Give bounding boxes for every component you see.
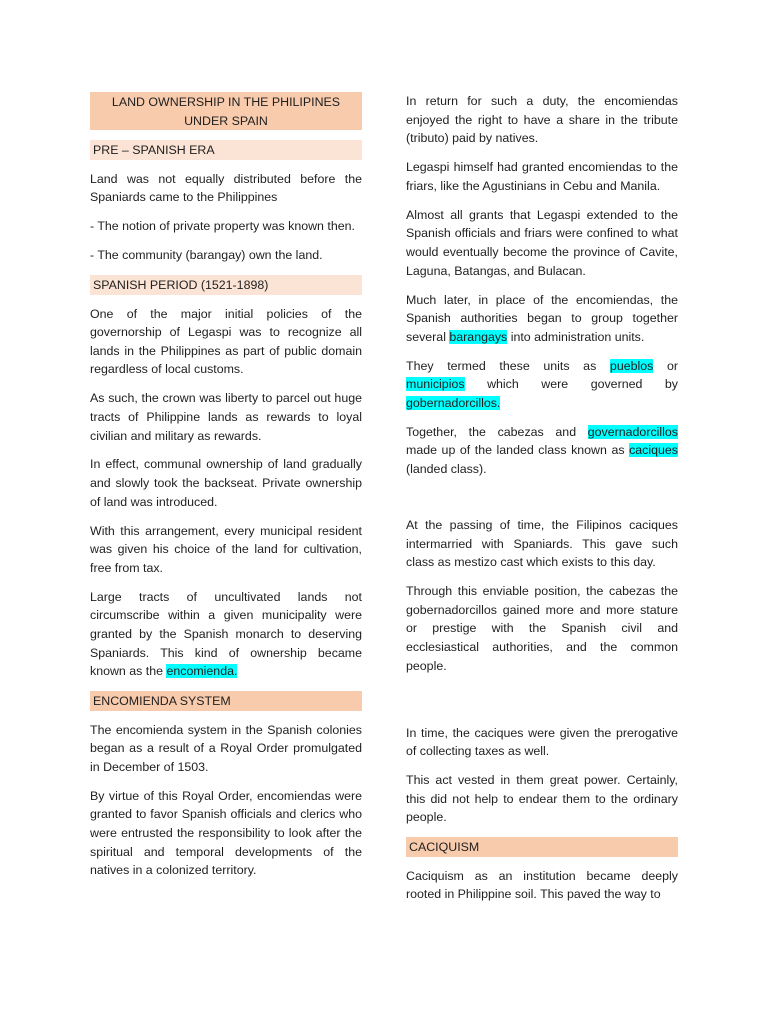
paragraph-text: They termed these units as (406, 358, 610, 373)
highlighted-term: municipios (406, 377, 465, 392)
paragraph: In time, the caciques were given the prerogative of collecting taxes as well. (406, 725, 678, 759)
paragraph (406, 357, 678, 413)
paragraph: - The notion of private property was known then. (90, 219, 355, 234)
highlighted-term: governadorcillos (587, 424, 678, 439)
paragraph (406, 423, 678, 479)
paragraph-text: Large tracts of uncultivated lands not circumscribe within a given municipality were granted by the Spanish monarch to deserving Spaniards. This kind of ownership became known as the (90, 589, 362, 679)
paragraph: With this arrangement, every municipal resident was given his choice of the land for cultivation, free from tax. (90, 523, 362, 575)
paragraph: In effect, communal ownership of land gradually and slowly took the backseat. Private ownership of land was introduced. (90, 457, 362, 509)
paragraph: The encomienda system in the Spanish colonies began as a result of a Royal Order promulgated in December of 1503. (90, 722, 362, 774)
paragraph-text: Together, the cabezas and (406, 424, 588, 439)
left-column (90, 92, 362, 890)
highlighted-term: pueblos (609, 358, 654, 373)
highlighted-term: barangays (449, 329, 508, 344)
paragraph: As such, the crown was liberty to parcel out huge tracts of Philippine lands as rewards to loyal civilian and military as rewards. (90, 391, 362, 443)
paragraph-text: made up of the landed class known as (406, 443, 630, 458)
paragraph-text: (landed class). (406, 462, 487, 477)
heading-caciquism: CACIQUISM (406, 837, 678, 857)
paragraph: In return for such a duty, the encomiendas enjoyed the right to have a share in the tribute (tributo) paid by natives. (406, 94, 678, 146)
paragraph-text: which were governed by (464, 377, 678, 392)
paragraph: This act vested in them great power. Certainly, this did not help to endear them to the ordinary people. (406, 773, 678, 825)
paragraph: Through this enviable position, the cabezas the gobernadorcillos gained more and more stature or prestige with the Spanish civil and ecclesiastical authorities, and the common people. (406, 584, 678, 673)
document-title: LAND OWNERSHIP IN THE PHILIPINES UNDER SPAIN (90, 92, 362, 130)
highlighted-term: gobernadorcillos. (406, 395, 501, 410)
paragraph: Legaspi himself had granted encomiendas to the friars, like the Agustinians in Cebu and Manila. (406, 160, 678, 193)
paragraph (406, 291, 678, 347)
paragraph-text: or (653, 358, 678, 373)
heading-pre-spanish-era: PRE – SPANISH ERA (90, 140, 362, 160)
paragraph: By virtue of this Royal Order, encomiendas were granted to favor Spanish officials and clerics who were entrusted the responsibility to look after the spiritual and temporal developments of the natives in a colonized territory. (90, 788, 362, 878)
paragraph-text: into administration units. (507, 329, 645, 344)
paragraph: - The community (barangay) own the land. (90, 248, 323, 263)
highlighted-term: encomienda. (166, 664, 238, 679)
paragraph: Almost all grants that Legaspi extended to the Spanish officials and friars were confined to what would eventually become the province of Cavite, Laguna, Batangas, and Bulacan. (406, 207, 678, 278)
spacer (406, 489, 678, 516)
highlighted-term: caciques (629, 443, 678, 458)
right-column (406, 92, 678, 914)
paragraph-text: Much later, in place of the encomiendas, the Spanish authorities began to group together several (406, 292, 678, 344)
paragraph: Land was not equally distributed before the Spaniards came to the Philippines (90, 171, 362, 205)
spacer (406, 686, 678, 724)
paragraph: One of the major initial policies of the governorship of Legaspi was to recognize all lands in the Philippines as part of public domain regardless of local customs. (90, 306, 362, 377)
paragraph: Caciquism as an institution became deeply rooted in Philippine soil. This paved the way to (406, 868, 678, 902)
heading-encomienda-system: ENCOMIENDA SYSTEM (90, 691, 362, 711)
paragraph: At the passing of time, the Filipinos caciques intermarried with Spaniards. This gave such class as mestizo cast which exists to this day. (406, 518, 678, 570)
paragraph (90, 588, 362, 681)
heading-spanish-period: SPANISH PERIOD (1521-1898) (90, 275, 362, 295)
